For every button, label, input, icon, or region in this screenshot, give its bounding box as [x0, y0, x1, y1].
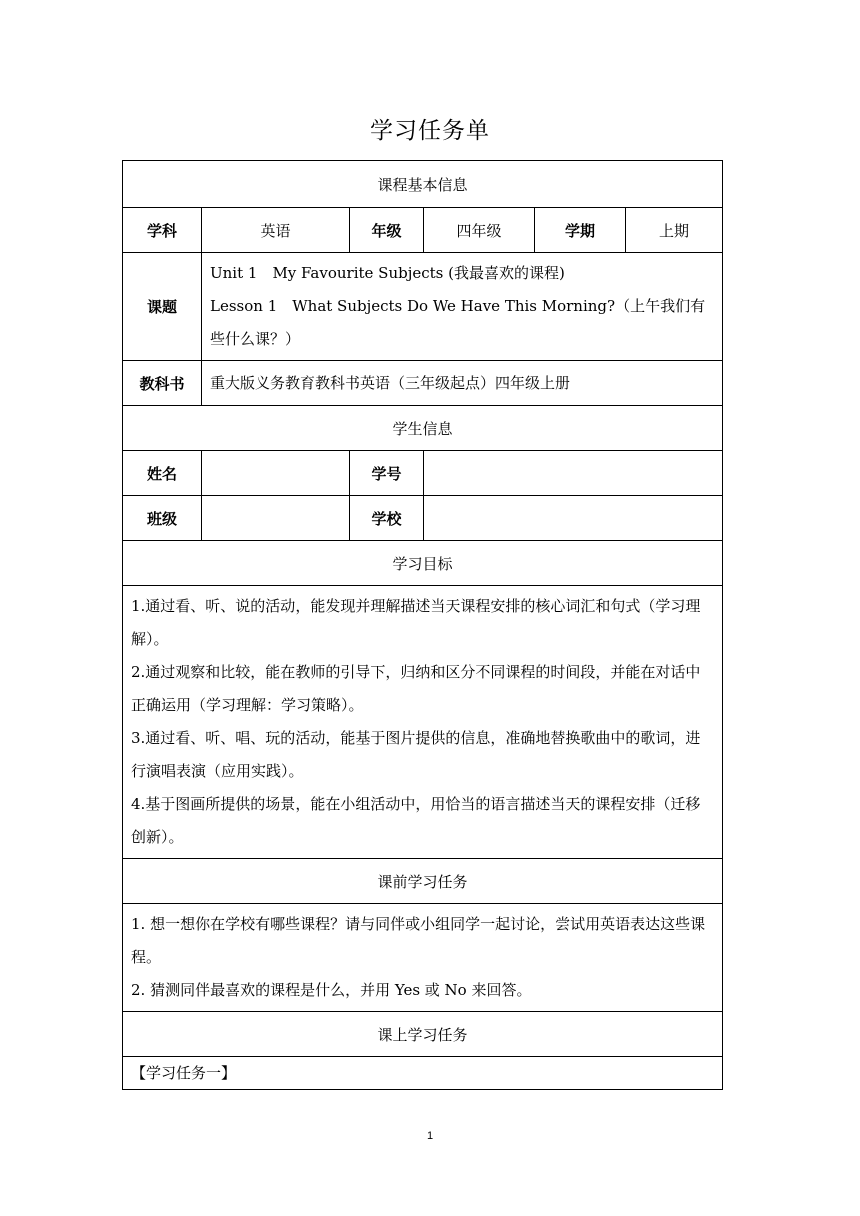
school-field[interactable] [424, 496, 723, 541]
topic-label: 课题 [123, 253, 202, 361]
section-heading-pre-class: 课前学习任务 [123, 859, 723, 904]
in-class-task-one: 【学习任务一】 [123, 1057, 723, 1090]
objectives-row [123, 586, 723, 859]
course-basic-row [123, 208, 723, 253]
subject-value: 英语 [202, 208, 350, 253]
objective-item: 2.通过观察和比较，能在教师的引导下，归纳和区分不同课程的时间段，并能在对话中正确运用（学习理解：学习策略）。 [131, 663, 701, 714]
task-sheet-table [122, 160, 723, 1090]
class-label: 班级 [123, 496, 202, 541]
page-title: 学习任务单 [370, 118, 490, 144]
objective-item: 3.通过看、听、唱、玩的活动，能基于图片提供的信息，准确地替换歌曲中的歌词，进行演唱表演（应用实践）。 [131, 729, 701, 780]
topic-row [123, 253, 723, 361]
name-label: 姓名 [123, 451, 202, 496]
topic-unit: Unit 1 My Favourite Subjects (我最喜欢的课程) [210, 264, 565, 282]
student-class-row [123, 496, 723, 541]
pre-task-item: 1. 想一想你在学校有哪些课程？请与同伴或小组同学一起讨论，尝试用英语表达这些课程。 [131, 915, 706, 966]
textbook-row [123, 361, 723, 406]
pre-class-cell [123, 904, 723, 1012]
grade-label: 年级 [350, 208, 424, 253]
term-value: 上期 [626, 208, 723, 253]
in-class-row [123, 1057, 723, 1090]
section-heading-in-class: 课上学习任务 [123, 1012, 723, 1057]
section-heading-course-info: 课程基本信息 [123, 161, 723, 208]
pre-task-item: 2. 猜测同伴最喜欢的课程是什么，并用 Yes 或 No 来回答。 [131, 981, 532, 999]
section-row-course-info [123, 161, 723, 208]
pre-class-row [123, 904, 723, 1012]
section-row-pre-class [123, 859, 723, 904]
section-row-objectives [123, 541, 723, 586]
term-label: 学期 [535, 208, 626, 253]
subject-label: 学科 [123, 208, 202, 253]
section-row-in-class [123, 1012, 723, 1057]
topic-lesson: Lesson 1 What Subjects Do We Have This Morning?（上午我们有些什么课？） [210, 297, 706, 348]
student-id-label: 学号 [350, 451, 424, 496]
student-id-field[interactable] [424, 451, 723, 496]
grade-value: 四年级 [424, 208, 535, 253]
section-row-student-info [123, 406, 723, 451]
student-name-row [123, 451, 723, 496]
page-number: 1 [426, 1130, 434, 1142]
name-field[interactable] [202, 451, 350, 496]
topic-cell [202, 253, 723, 361]
textbook-value: 重大版义务教育教科书英语（三年级起点）四年级上册 [202, 361, 723, 406]
school-label: 学校 [350, 496, 424, 541]
objectives-cell [123, 586, 723, 859]
objective-item: 4.基于图画所提供的场景，能在小组活动中，用恰当的语言描述当天的课程安排（迁移创新）。 [131, 795, 701, 846]
objective-item: 1.通过看、听、说的活动，能发现并理解描述当天课程安排的核心词汇和句式（学习理解）。 [131, 597, 701, 648]
section-heading-student-info: 学生信息 [123, 406, 723, 451]
class-field[interactable] [202, 496, 350, 541]
textbook-label: 教科书 [123, 361, 202, 406]
section-heading-objectives: 学习目标 [123, 541, 723, 586]
